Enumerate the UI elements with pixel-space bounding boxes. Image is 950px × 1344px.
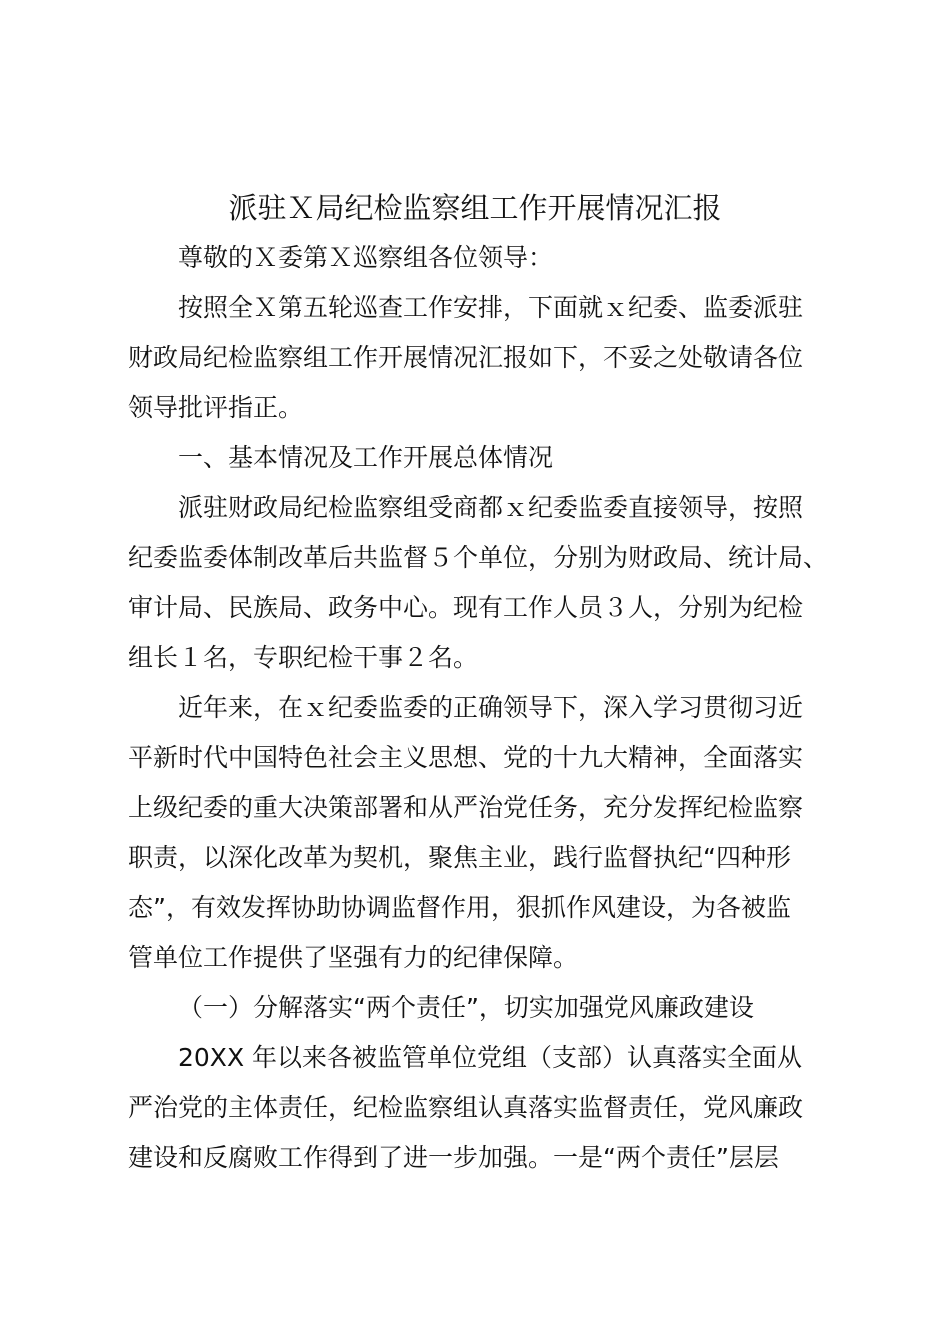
text-line: 管单位工作提供了坚强有力的纪律保障。 xyxy=(128,943,579,972)
text-line: 按照全Ｘ第五轮巡查工作安排，下面就ｘ纪委、监委派驻 xyxy=(178,293,804,322)
text-line: 20XX 年以来各被监管单位党组（支部）认真落实全面从 xyxy=(178,1043,803,1072)
text-line: 近年来，在ｘ纪委监委的正确领导下，深入学习贯彻习近 xyxy=(178,693,804,722)
text-line: 派驻财政局纪检监察组受商都ｘ纪委监委直接领导，按照 xyxy=(178,493,804,522)
text-line: 财政局纪检监察组工作开展情况汇报如下，不妥之处敬请各位 xyxy=(128,343,804,372)
salutation-line: 尊敬的Ｘ委第Ｘ巡察组各位领导： xyxy=(178,243,554,272)
heading-line: 一、基本情况及工作开展总体情况 xyxy=(178,443,554,472)
text-line: 审计局、民族局、政务中心。现有工作人员３人，分别为纪检 xyxy=(128,593,804,622)
heading-line: （一）分解落实“两个责任”，切实加强党风廉政建设 xyxy=(178,993,754,1022)
text-line: 职责，以深化改革为契机，聚焦主业，践行监督执纪“四种形 xyxy=(128,843,791,872)
text-line: 平新时代中国特色社会主义思想、党的十九大精神，全面落实 xyxy=(128,743,804,772)
section-heading-1 xyxy=(128,433,848,483)
text-line: 建设和反腐败工作得到了进一步加强。一是“两个责任”层层 xyxy=(128,1143,779,1172)
text-line: 领导批评指正。 xyxy=(128,393,304,422)
text-line: 严治党的主体责任，纪检监察组认真落实监督责任，党风廉政 xyxy=(128,1093,804,1122)
paragraph-recent-years xyxy=(128,683,848,983)
salutation xyxy=(128,233,848,283)
paragraph-intro xyxy=(128,283,848,433)
text-line: 组长１名，专职纪检干事２名。 xyxy=(128,643,479,672)
text-line: 态”，有效发挥协助协调监督作用，狠抓作风建设，为各被监 xyxy=(128,893,791,922)
paragraph-basic-info xyxy=(128,483,848,683)
text-line: 上级纪委的重大决策部署和从严治党任务，充分发挥纪检监察 xyxy=(128,793,804,822)
text-line: 纪委监委体制改革后共监督５个单位，分别为财政局、统计局、 xyxy=(128,543,829,572)
paragraph-responsibility xyxy=(128,1033,848,1183)
subsection-heading-1 xyxy=(128,983,848,1033)
document-title: 派驻Ｘ局纪检监察组工作开展情况汇报 xyxy=(228,191,722,225)
